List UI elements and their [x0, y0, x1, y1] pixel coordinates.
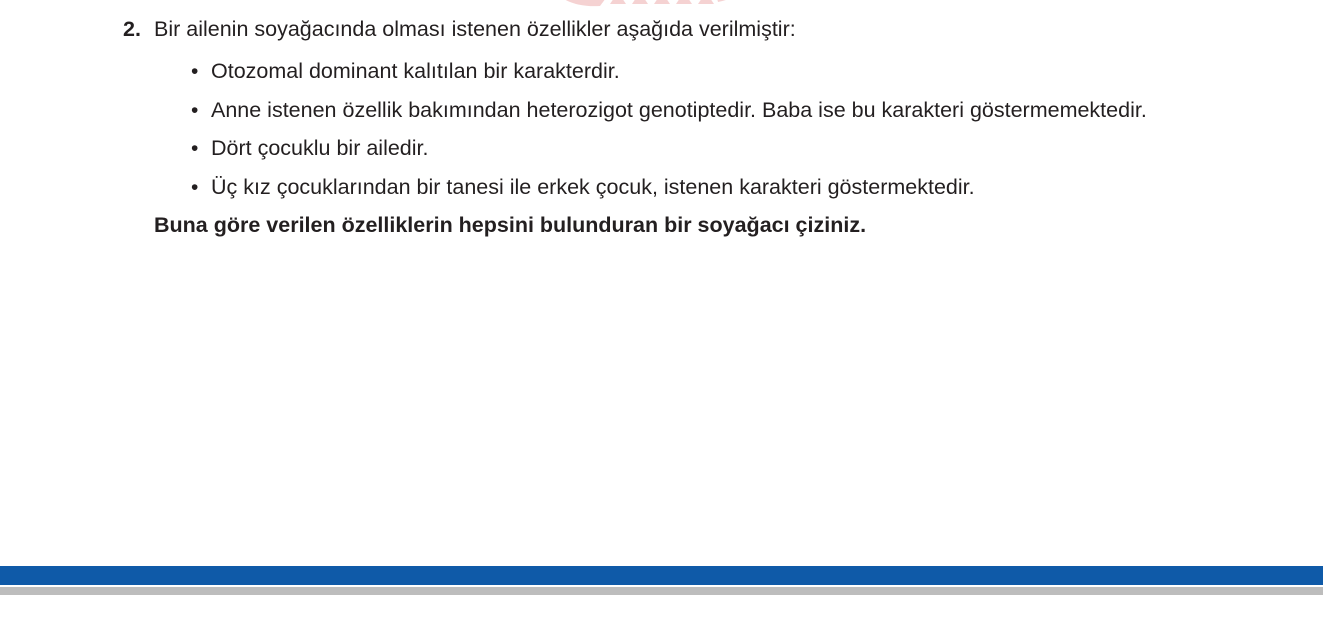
list-item — [191, 173, 1273, 202]
bullet-icon: • — [191, 60, 199, 83]
question-number: 2. — [123, 17, 141, 41]
bullet-icon: • — [191, 175, 199, 199]
footer-band-gray — [0, 587, 1323, 595]
list-item — [191, 96, 1273, 125]
question-stem-line — [123, 15, 1273, 43]
bullet-icon: • — [191, 98, 199, 122]
list-item-text: Dört çocuklu bir ailedir. — [211, 136, 429, 160]
list-item-text: Anne istenen özellik bakımından heterozigot genotiptedir. Baba ise bu karakteri göstermemektedir. — [211, 97, 1147, 122]
property-list — [123, 57, 1273, 202]
list-item-text: Otozomal dominant kalıtılan bir karakterdir. — [211, 59, 620, 83]
bullet-icon: • — [191, 137, 199, 160]
list-item-text: Üç kız çocuklarından bir tanesi ile erkek çocuk, istenen karakteri göstermektedir. — [211, 174, 975, 199]
list-item — [191, 134, 1273, 163]
question-stem: Bir ailenin soyağacında olması istenen özellikler aşağıda verilmiştir: — [154, 17, 796, 41]
list-item — [191, 57, 1273, 86]
question-instruction: Buna göre verilen özelliklerin hepsini bulunduran bir soyağacı çiziniz. — [154, 213, 867, 237]
footer-band-blue — [0, 566, 1323, 585]
question-block — [123, 15, 1273, 239]
watermark-logo — [540, 0, 760, 12]
